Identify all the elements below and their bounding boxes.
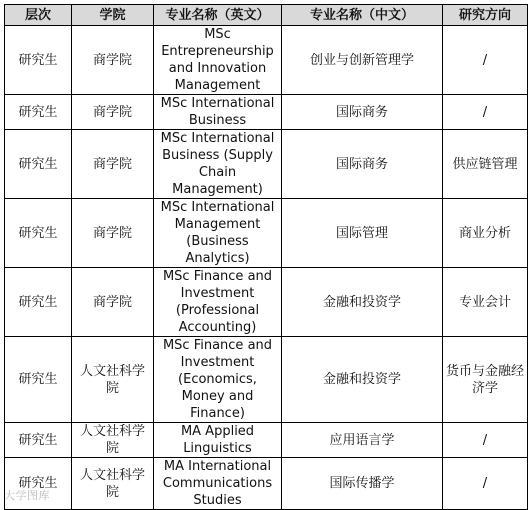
cell-name-cn: 国际传播学 [282, 458, 443, 510]
cell-level: 研究生 [5, 26, 72, 95]
cell-direction: 专业会计 [443, 268, 528, 337]
cell-level: 研究生 [5, 268, 72, 337]
cell-name-cn: 国际商务 [282, 95, 443, 130]
table-row [5, 337, 528, 423]
table-row [5, 268, 528, 337]
cell-name-cn: 创业与创新管理学 [282, 26, 443, 95]
cell-school: 人文社科学院 [72, 423, 154, 458]
cell-direction: / [443, 95, 528, 130]
cell-direction: / [443, 458, 528, 510]
cell-level: 研究生 [5, 458, 72, 510]
cell-level: 研究生 [5, 337, 72, 423]
cell-school: 商学院 [72, 199, 154, 268]
cell-school: 商学院 [72, 26, 154, 95]
header-name-cn: 专业名称（中文） [282, 5, 443, 26]
cell-school: 商学院 [72, 130, 154, 199]
table-row [5, 423, 528, 458]
cell-school: 商学院 [72, 268, 154, 337]
cell-level: 研究生 [5, 423, 72, 458]
table-row [5, 199, 528, 268]
cell-direction: 商业分析 [443, 199, 528, 268]
table-header-row [5, 5, 528, 26]
cell-school: 人文社科学院 [72, 337, 154, 423]
cell-name-en: MSc International Business (Supply Chain Management) [154, 130, 282, 199]
header-school: 学院 [72, 5, 154, 26]
programs-table [4, 4, 528, 510]
table-row [5, 95, 528, 130]
cell-school: 人文社科学院 [72, 458, 154, 510]
cell-direction: / [443, 26, 528, 95]
cell-name-en: MSc Entrepreneurship and Innovation Management [154, 26, 282, 95]
cell-name-cn: 国际商务 [282, 130, 443, 199]
header-level: 层次 [5, 5, 72, 26]
cell-name-en: MA Applied Linguistics [154, 423, 282, 458]
cell-level: 研究生 [5, 95, 72, 130]
table-row [5, 458, 528, 510]
cell-name-en: MSc Finance and Investment (Professional Accounting) [154, 268, 282, 337]
cell-name-cn: 应用语言学 [282, 423, 443, 458]
cell-name-en: MA International Communications Studies [154, 458, 282, 510]
cell-name-en: MSc International Business [154, 95, 282, 130]
cell-direction: / [443, 423, 528, 458]
header-direction: 研究方向 [443, 5, 528, 26]
cell-direction: 供应链管理 [443, 130, 528, 199]
cell-name-cn: 国际管理 [282, 199, 443, 268]
cell-name-en: MSc Finance and Investment (Economics, Money and Finance) [154, 337, 282, 423]
table-row [5, 26, 528, 95]
cell-level: 研究生 [5, 199, 72, 268]
header-name-en: 专业名称（英文） [154, 5, 282, 26]
cell-name-cn: 金融和投资学 [282, 337, 443, 423]
cell-school: 商学院 [72, 95, 154, 130]
watermark: 大学图库 [4, 489, 50, 502]
cell-name-cn: 金融和投资学 [282, 268, 443, 337]
cell-name-en: MSc International Management (Business Analytics) [154, 199, 282, 268]
table-row [5, 130, 528, 199]
cell-direction: 货币与金融经济学 [443, 337, 528, 423]
cell-level: 研究生 [5, 130, 72, 199]
